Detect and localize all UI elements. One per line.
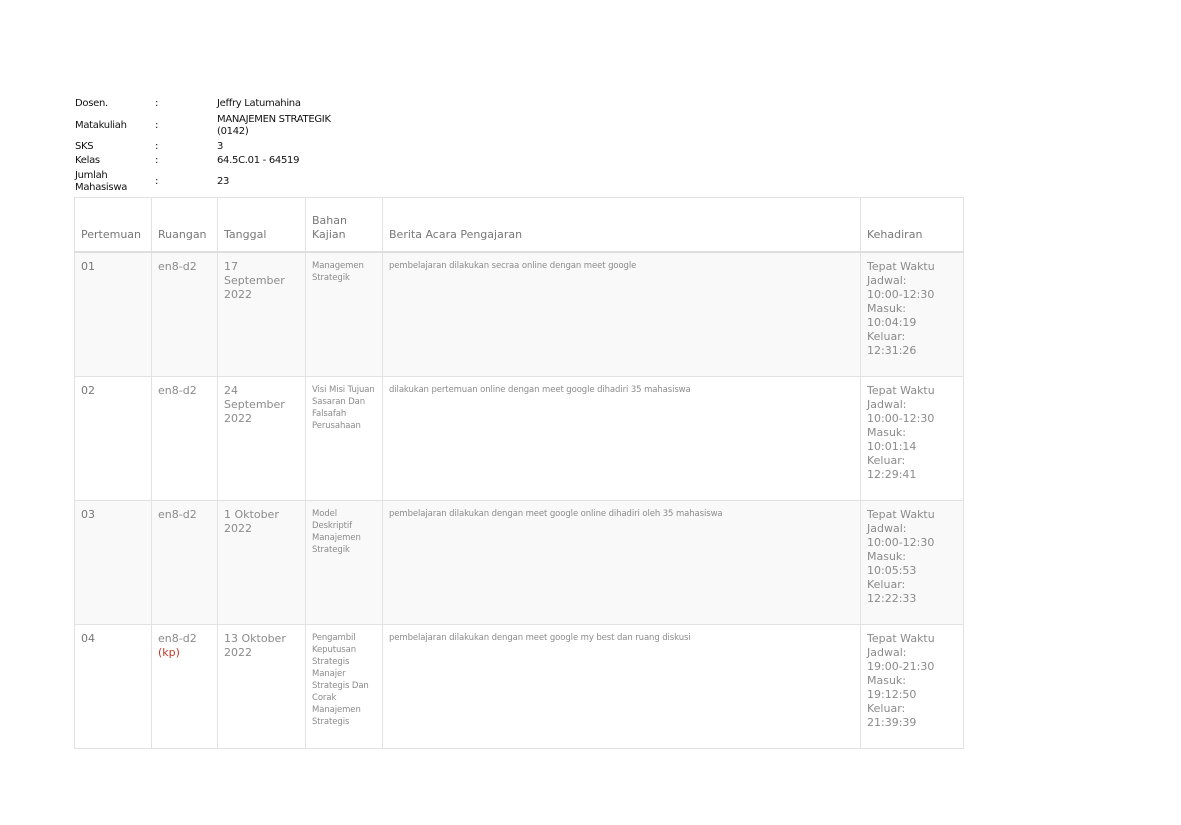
masuk-value: 10:04:19 <box>867 316 917 329</box>
cell-ruangan: en8-d2 <box>152 252 218 377</box>
masuk-label: Masuk: <box>867 302 907 315</box>
attendance-status: Tepat Waktu <box>867 508 935 521</box>
header-tanggal: Tanggal <box>218 198 306 253</box>
info-separator: : <box>155 141 159 152</box>
header-line: Bahan <box>312 214 347 227</box>
info-label-line: Mahasiswa <box>75 182 128 193</box>
cell-bahan-kajian: Visi Misi Tujuan Sasaran Dan Falsafah Perusahaan <box>306 377 383 501</box>
header-berita-acara: Berita Acara Pengajaran <box>383 198 861 253</box>
header-ruangan: Ruangan <box>152 198 218 253</box>
info-value-line: (0142) <box>217 125 249 137</box>
info-value <box>217 111 347 140</box>
info-label <box>75 168 155 196</box>
attendance-table <box>74 197 964 749</box>
ruangan-tag: (kp) <box>158 646 180 659</box>
table-row <box>75 252 964 377</box>
keluar-label: Keluar: <box>867 702 906 715</box>
info-value: 3 <box>217 141 224 152</box>
table-row <box>75 377 964 501</box>
info-label: Kelas <box>75 155 100 166</box>
cell-bahan-kajian: Managemen Strategik <box>306 252 383 377</box>
cell-berita-acara: pembelajaran dilakukan secraa online dengan meet google <box>383 252 861 377</box>
cell-pertemuan: 02 <box>75 377 152 501</box>
cell-pertemuan: 04 <box>75 625 152 749</box>
cell-kehadiran <box>861 501 964 625</box>
masuk-value: 10:05:53 <box>867 564 917 577</box>
cell-ruangan: en8-d2 <box>152 501 218 625</box>
cell-berita-acara: dilakukan pertemuan online dengan meet google dihadiri 35 mahasiswa <box>383 377 861 501</box>
keluar-label: Keluar: <box>867 454 906 467</box>
masuk-label: Masuk: <box>867 674 907 687</box>
masuk-value: 10:01:14 <box>867 440 917 453</box>
info-row-kelas <box>75 154 347 168</box>
cell-kehadiran <box>861 252 964 377</box>
cell-tanggal: 1 Oktober 2022 <box>218 501 306 625</box>
jadwal-value: 10:00-12:30 <box>867 412 935 425</box>
attendance-status: Tepat Waktu <box>867 384 935 397</box>
info-value: 23 <box>217 176 230 187</box>
keluar-label: Keluar: <box>867 330 906 343</box>
info-label: Dosen. <box>75 97 108 109</box>
cell-ruangan: en8-d2 <box>152 377 218 501</box>
info-separator: : <box>155 119 159 131</box>
info-row-dosen <box>75 96 347 111</box>
attendance-status: Tepat Waktu <box>867 260 935 273</box>
course-info <box>75 96 347 196</box>
header-bahan-kajian <box>306 198 383 253</box>
cell-pertemuan: 03 <box>75 501 152 625</box>
masuk-label: Masuk: <box>867 550 907 563</box>
header-kehadiran: Kehadiran <box>861 198 964 253</box>
info-row-jumlah-mahasiswa <box>75 168 347 196</box>
keluar-label: Keluar: <box>867 578 906 591</box>
info-separator: : <box>155 155 159 166</box>
cell-tanggal: 24 September 2022 <box>218 377 306 501</box>
info-separator: : <box>155 176 159 187</box>
keluar-value: 12:29:41 <box>867 468 917 481</box>
cell-pertemuan: 01 <box>75 252 152 377</box>
ruangan-value: en8-d2 <box>158 632 197 645</box>
info-separator: : <box>155 97 159 109</box>
jadwal-label: Jadwal: <box>867 646 907 659</box>
table-row <box>75 625 964 749</box>
jadwal-label: Jadwal: <box>867 398 907 411</box>
cell-bahan-kajian: Model Deskriptif Manajemen Strategik <box>306 501 383 625</box>
header-line: Kajian <box>312 228 346 241</box>
cell-berita-acara: pembelajaran dilakukan dengan meet google my best dan ruang diskusi <box>383 625 861 749</box>
table-header-row <box>75 198 964 253</box>
cell-tanggal: 17 September 2022 <box>218 252 306 377</box>
info-value-line: MANAJEMEN STRATEGIK <box>217 113 331 125</box>
jadwal-label: Jadwal: <box>867 522 907 535</box>
info-label-line: Jumlah <box>75 170 108 181</box>
info-row-matakuliah <box>75 111 347 140</box>
masuk-value: 19:12:50 <box>867 688 917 701</box>
table-row <box>75 501 964 625</box>
cell-kehadiran <box>861 377 964 501</box>
cell-tanggal: 13 Oktober 2022 <box>218 625 306 749</box>
keluar-value: 12:31:26 <box>867 344 917 357</box>
masuk-label: Masuk: <box>867 426 907 439</box>
info-value: Jeffry Latumahina <box>217 97 301 109</box>
info-label: SKS <box>75 141 94 152</box>
info-label: Matakuliah <box>75 119 127 131</box>
cell-kehadiran <box>861 625 964 749</box>
jadwal-label: Jadwal: <box>867 274 907 287</box>
jadwal-value: 10:00-12:30 <box>867 288 935 301</box>
header-pertemuan: Pertemuan <box>75 198 152 253</box>
attendance-status: Tepat Waktu <box>867 632 935 645</box>
cell-berita-acara: pembelajaran dilakukan dengan meet google online dihadiri oleh 35 mahasiswa <box>383 501 861 625</box>
cell-ruangan <box>152 625 218 749</box>
info-row-sks <box>75 140 347 154</box>
info-value: 64.5C.01 - 64519 <box>217 155 300 166</box>
jadwal-value: 19:00-21:30 <box>867 660 935 673</box>
keluar-value: 12:22:33 <box>867 592 917 605</box>
cell-bahan-kajian: Pengambil Keputusan Strategis Manajer Strategis Dan Corak Manajemen Strategis <box>306 625 383 749</box>
jadwal-value: 10:00-12:30 <box>867 536 935 549</box>
keluar-value: 21:39:39 <box>867 716 917 729</box>
